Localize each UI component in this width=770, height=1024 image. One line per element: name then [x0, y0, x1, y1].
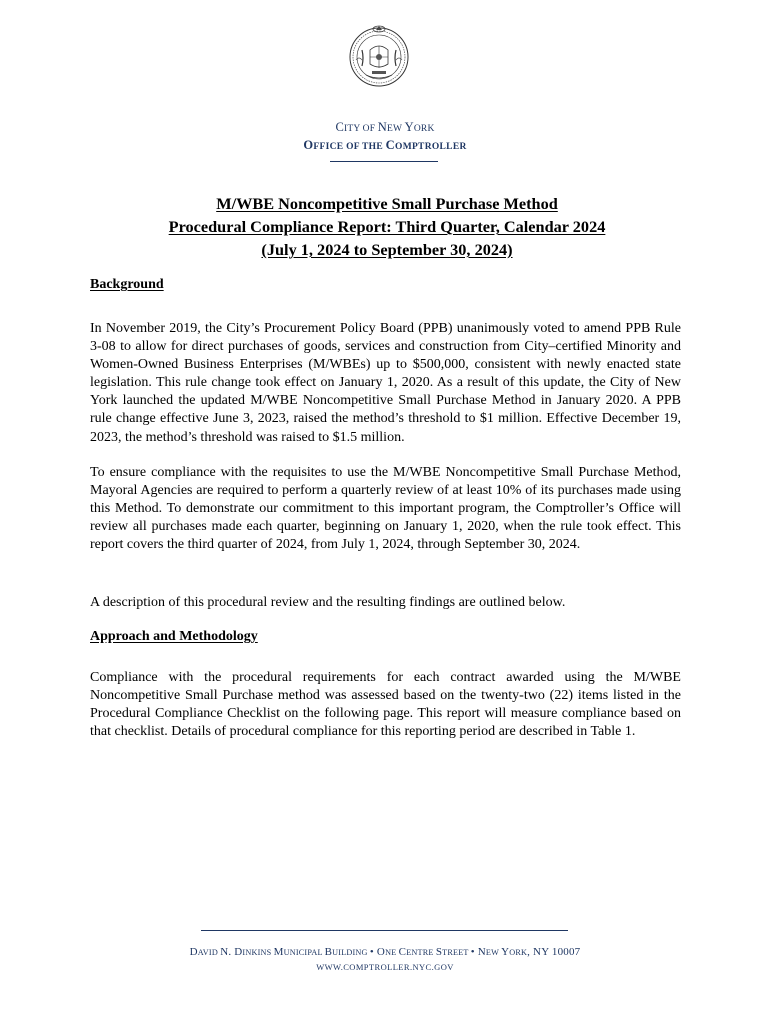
footer-address: DAVID N. DINKINS MUNICIPAL BUILDING • ONE CENTRE STREET • NEW YORK, NY 10007	[189, 946, 581, 958]
report-title	[0, 192, 770, 261]
footer-website-link[interactable]: WWW.COMPTROLLER.NYC.GOV	[316, 962, 454, 972]
footer	[0, 945, 770, 974]
title-line-2: Procedural Compliance Report: Third Quarter, Calendar 2024	[168, 217, 606, 236]
title-line-1: M/WBE Noncompetitive Small Purchase Method	[216, 194, 558, 213]
approach-heading: Approach and Methodology	[90, 629, 258, 644]
background-heading: Background	[90, 277, 164, 292]
background-paragraph-3: A description of this procedural review and the resulting findings are outlined below.	[90, 595, 566, 610]
background-paragraph-1: In November 2019, the City’s Procurement Policy Board (PPB) unanimously voted to amend PPB Rule 3-08 to allow for direct purchases of goods, services and construction from City–certified Minority and Women-Owned Business Enterprises (M/WBEs) up to $500,000, consistent with newly enacted state legislation. This rule change took effect on January 1, 2020. As a result of this update, the City of New York launched the updated M/WBE Noncompetitive Small Purchase Method in January 2020. A PPB rule change effective June 3, 2023, raised the method’s threshold to $1 million. Effective December 19, 2023, the method’s threshold was raised to $1.5 million.	[90, 321, 681, 445]
letterhead	[0, 119, 770, 155]
nyc-seal-icon	[348, 20, 410, 94]
office-name: OFFICE OF THE COMPTROLLER	[303, 138, 467, 152]
letterhead-divider	[330, 161, 438, 162]
title-line-3: (July 1, 2024 to September 30, 2024)	[261, 240, 513, 259]
approach-paragraph-1: Compliance with the procedural requirements for each contract awarded using the M/WBE Noncompetitive Small Purchase method was assessed based on the twenty-two (22) items listed in the Procedural Compliance Checklist on the following page. This report will measure compliance based on that checklist. Details of procedural compliance for this reporting period are described in Table 1.	[90, 670, 681, 740]
background-paragraph-2: To ensure compliance with the requisites to use the M/WBE Noncompetitive Small Purchase Method, Mayoral Agencies are required to perform a quarterly review of at least 10% of its purchases made using this Method. To demonstrate our commitment to this important program, the Comptroller’s Office will review all purchases made each quarter, beginning on January 1, 2020, when the rule took effect. This report covers the third quarter of 2024, from July 1, 2024, through September 30, 2024.	[90, 465, 681, 553]
organization-name: CITY OF NEW YORK	[335, 120, 435, 134]
footer-divider	[201, 930, 568, 931]
